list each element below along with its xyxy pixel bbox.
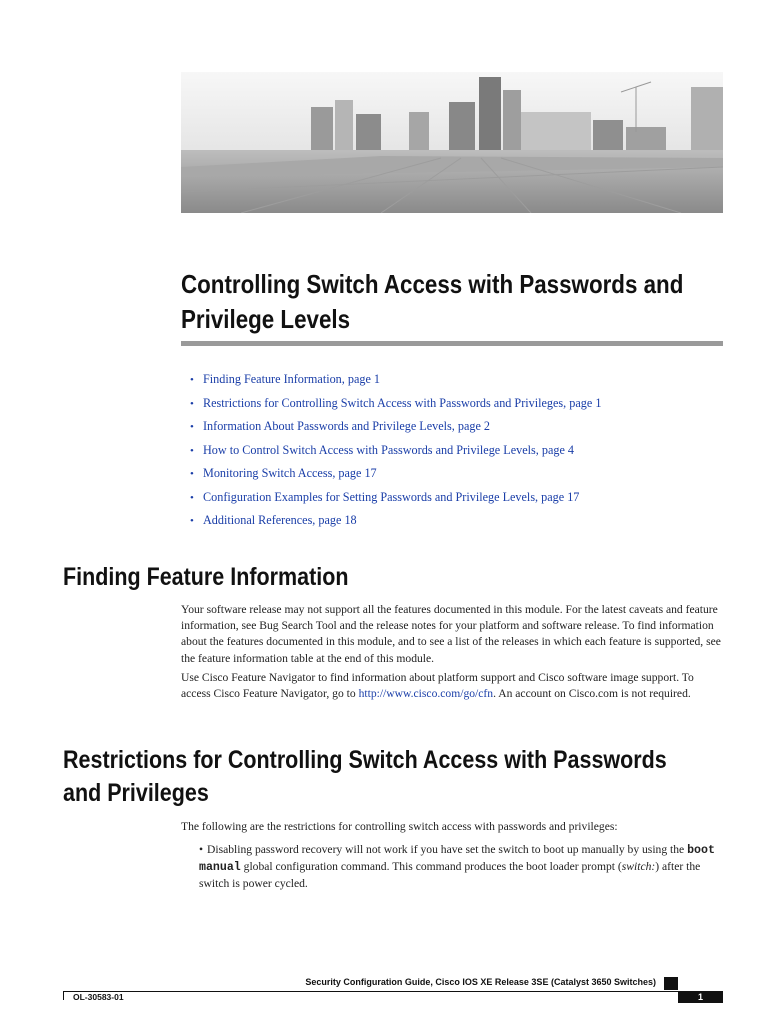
toc-item <box>190 511 601 535</box>
bullet-icon: • <box>199 843 204 856</box>
footer-guide-title: Security Configuration Guide, Cisco IOS XE Release 3SE (Catalyst 3650 Switches) <box>305 977 656 987</box>
toc-item <box>190 488 601 512</box>
toc-link-restrictions[interactable]: Restrictions for Controlling Switch Access with Passwords and Privileges, page 1 <box>203 395 602 410</box>
bullet-icon: • <box>190 468 194 480</box>
chapter-title-line1: Controlling Switch Access with Passwords and <box>181 269 684 299</box>
restriction-text-part3: ) after the switch is power cycled. <box>199 860 701 891</box>
title-divider <box>181 341 723 346</box>
section-heading-restrictions <box>63 744 667 810</box>
cisco-feature-navigator-link[interactable]: http://www.cisco.com/go/cfn <box>358 687 494 701</box>
city-skyline-banner-image <box>181 72 723 213</box>
bullet-icon: • <box>190 491 194 504</box>
bullet-icon: • <box>190 374 194 386</box>
restriction-bullet <box>199 842 727 893</box>
footer-divider-tick <box>63 991 64 1000</box>
bullet-icon: • <box>190 397 194 410</box>
section1-p2-text-after: . An account on Cisco.com is not required. <box>493 687 691 701</box>
footer-marker <box>664 977 678 990</box>
toc-link-monitoring[interactable]: Monitoring Switch Access, page 17 <box>203 466 377 480</box>
section2-intro: The following are the restrictions for controlling switch access with passwords and privileges: <box>181 820 618 833</box>
section1-paragraph-1: Your software release may not support all the features documented in this module. For the latest caveats and feature information, see Bug Search Tool and the release notes for your platform and software release. To find information about the features documented in this module, and to see a list of the releases in which each feature is supported, see the feature information table at the end of this module. <box>181 603 721 665</box>
toc-link-finding-feature-information[interactable]: Finding Feature Information, page 1 <box>203 372 381 386</box>
section1-paragraph-2 <box>181 670 726 702</box>
boot-manual-command: boot manual <box>199 844 715 875</box>
section-heading-restrictions-line1: Restrictions for Controlling Switch Access with Passwords <box>63 746 667 774</box>
toc-item <box>190 417 601 441</box>
bullet-icon: • <box>190 444 194 457</box>
section-heading-restrictions-line2: and Privileges <box>63 779 209 807</box>
toc-link-how-to-control[interactable]: How to Control Switch Access with Passwords and Privilege Levels, page 4 <box>203 442 574 457</box>
toc-link-additional-references[interactable]: Additional References, page 18 <box>203 513 357 527</box>
bullet-icon: • <box>190 421 194 433</box>
toc-item <box>190 394 601 418</box>
bullet-icon: • <box>190 515 194 527</box>
toc-item <box>190 441 601 465</box>
toc-link-information-about[interactable]: Information About Passwords and Privilege Levels, page 2 <box>203 419 491 433</box>
footer-divider <box>63 991 723 992</box>
toc-item <box>190 464 601 488</box>
restriction-text-part1: Disabling password recovery will not work if you have set the switch to boot up manually by using the <box>207 843 688 856</box>
footer-document-id: OL-30583-01 <box>73 992 124 1002</box>
chapter-toc <box>190 370 601 535</box>
section-heading-finding-feature-information: Finding Feature Information <box>63 563 349 591</box>
footer-page-number: 1 <box>678 991 723 1003</box>
chapter-title <box>181 267 684 337</box>
toc-item <box>190 370 601 394</box>
restriction-text-part2: global configuration command. This command produces the boot loader prompt ( <box>240 860 622 874</box>
chapter-title-line2: Privilege Levels <box>181 304 351 334</box>
toc-link-configuration-examples[interactable]: Configuration Examples for Setting Passwords and Privilege Levels, page 17 <box>203 489 580 504</box>
section1-p2-text-before: Use Cisco Feature Navigator to find information about platform support and Cisco software image support. To access Cisco Feature Navigator, go to <box>181 671 694 701</box>
switch-prompt: switch: <box>621 860 656 874</box>
